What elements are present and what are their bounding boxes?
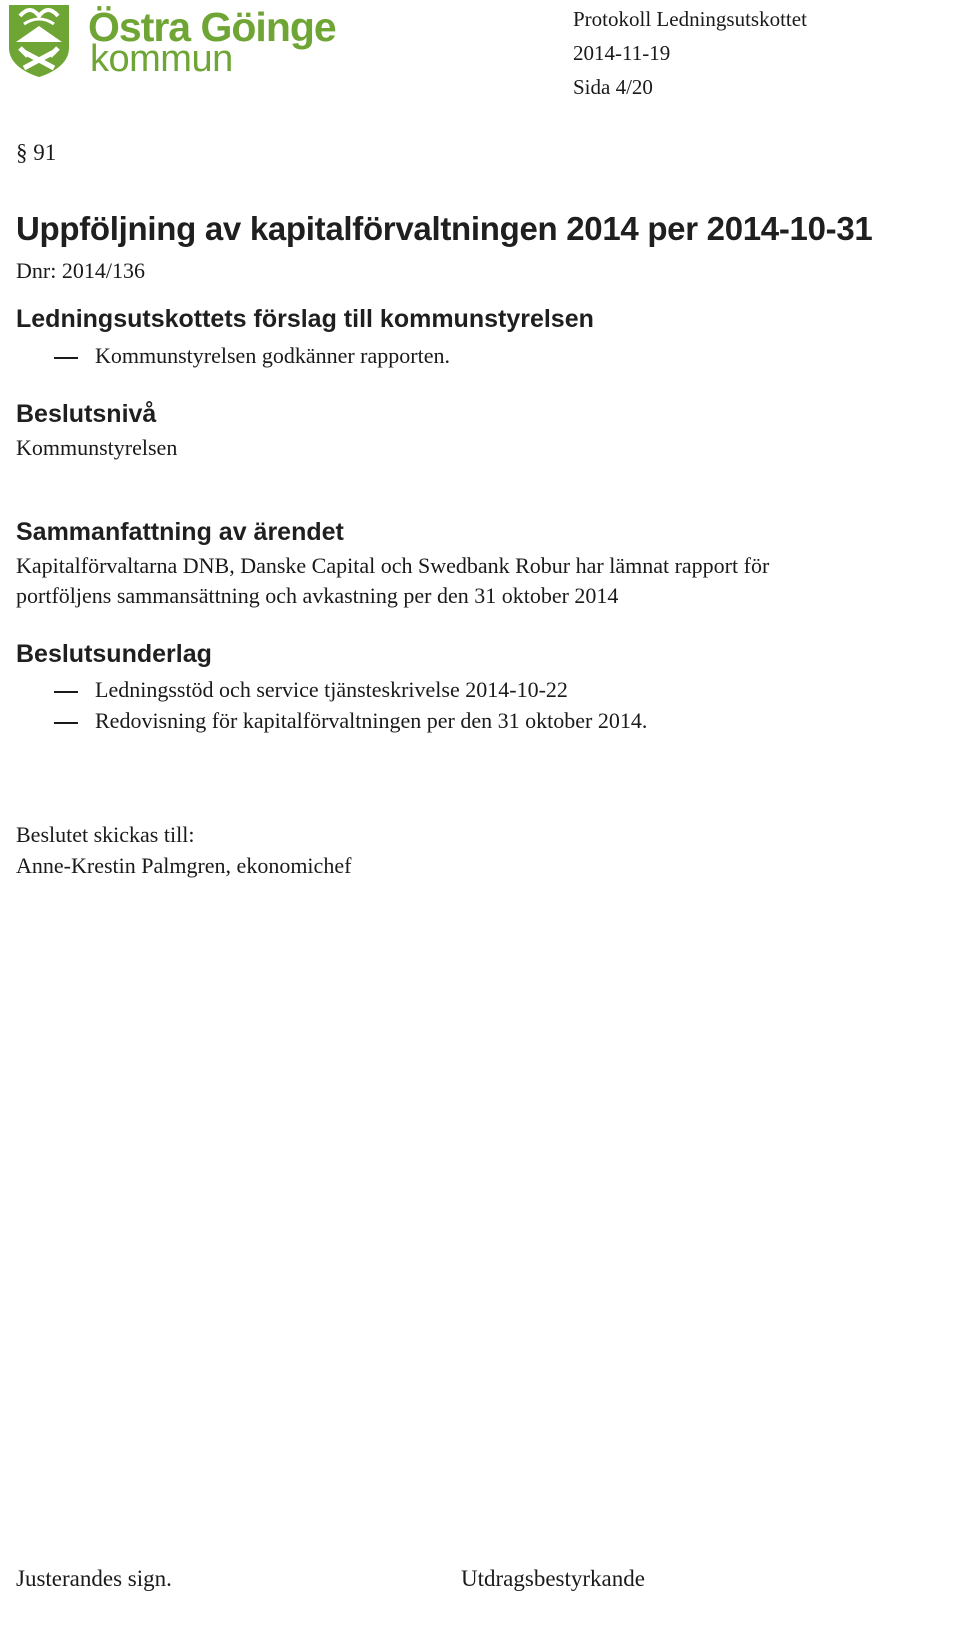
logo-wordmark-line2: kommun (90, 38, 233, 80)
dash-bullet-icon (54, 691, 78, 693)
dash-bullet-icon (54, 357, 78, 359)
dnr-number: Dnr: 2014/136 (16, 258, 145, 283)
summary-heading: Sammanfattning av ärendet (16, 518, 344, 546)
basis-heading: Beslutsunderlag (16, 640, 212, 668)
decision-level-text: Kommunstyrelsen (16, 435, 178, 460)
summary-line-2: portföljens sammansättning och avkastning per den 31 oktober 2014 (16, 583, 619, 608)
municipality-logo (6, 2, 336, 82)
sent-to-label: Beslutet skickas till: (16, 822, 195, 847)
sent-to-recipient: Anne-Krestin Palmgren, ekonomichef (16, 853, 352, 878)
basis-item-text: Ledningsstöd och service tjänsteskrivelse 2014-10-22 (95, 677, 568, 702)
summary-line-1: Kapitalförvaltarna DNB, Danske Capital och Swedbank Robur har lämnat rapport för (16, 553, 770, 578)
document-header (573, 2, 807, 104)
basis-item-text: Redovisning för kapitalförvaltningen per den 31 oktober 2014. (95, 708, 648, 733)
decision-level-heading: Beslutsnivå (16, 400, 157, 428)
protocol-date: 2014-11-19 (573, 41, 671, 65)
page-number: Sida 4/20 (573, 75, 653, 99)
protocol-name: Protokoll Ledningsutskottet (573, 7, 807, 31)
page-title: Uppföljning av kapitalförvaltningen 2014 per 2014-10-31 (16, 210, 873, 247)
proposal-heading: Ledningsutskottets förslag till kommunstyrelsen (16, 305, 594, 333)
paragraph-number: § 91 (16, 140, 57, 165)
footer-justerandes-sign: Justerandes sign. (16, 1566, 172, 1591)
proposal-item-text: Kommunstyrelsen godkänner rapporten. (95, 343, 450, 368)
footer-utdragsbestyrkande: Utdragsbestyrkande (461, 1566, 645, 1591)
dash-bullet-icon (54, 722, 78, 724)
logo-wordmark-line1: Östra Göinge (88, 4, 336, 50)
coat-of-arms-icon (6, 2, 72, 78)
